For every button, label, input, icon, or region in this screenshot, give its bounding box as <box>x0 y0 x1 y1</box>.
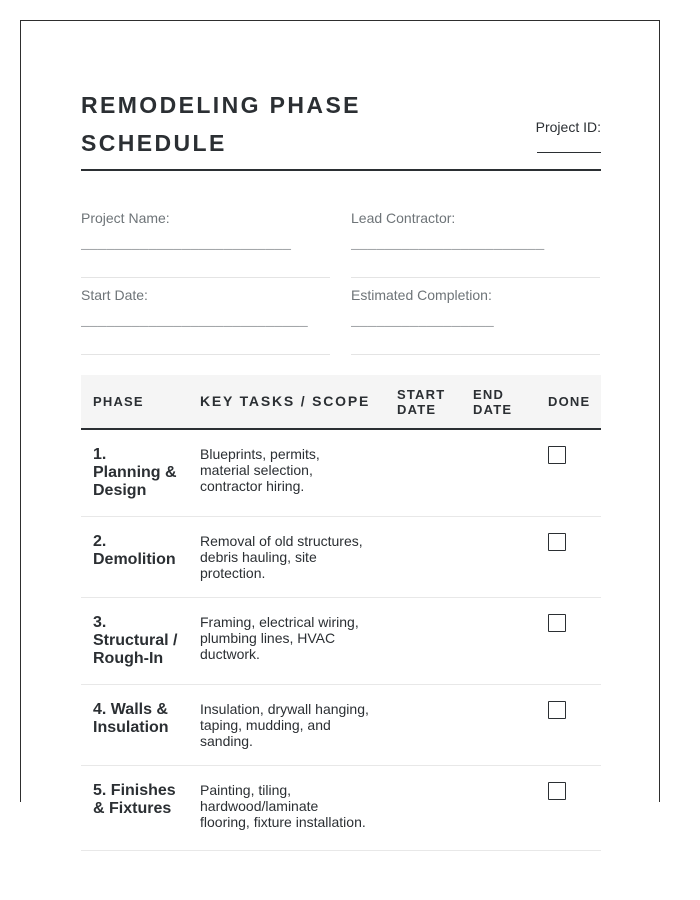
done-checkbox[interactable] <box>548 614 566 632</box>
end-date-cell[interactable] <box>461 429 536 517</box>
project-name-label: Project Name: <box>81 210 170 226</box>
done-checkbox[interactable] <box>548 701 566 719</box>
end-date-column-header: END DATE <box>461 375 536 429</box>
phase-cell: 1. Planning & Design <box>81 429 188 517</box>
start-date-cell[interactable] <box>385 517 461 598</box>
start-date-cell[interactable] <box>385 685 461 766</box>
tasks-cell: Insulation, drywall hanging, taping, mudding, and sanding. <box>188 685 385 766</box>
phase-cell: 2. Demolition <box>81 517 188 598</box>
schedule-sheet <box>20 20 660 830</box>
phase-cell: 4. Walls & Insulation <box>81 685 188 766</box>
end-date-cell[interactable] <box>461 598 536 685</box>
table-row <box>81 766 601 851</box>
done-checkbox[interactable] <box>548 782 566 800</box>
done-cell <box>536 766 601 851</box>
table-header-row <box>81 375 601 429</box>
project-id-field[interactable] <box>537 152 601 153</box>
table-row <box>81 598 601 685</box>
project-name-field[interactable] <box>81 201 330 278</box>
project-id-label: Project ID: <box>535 119 601 135</box>
table-row <box>81 685 601 766</box>
done-cell <box>536 429 601 517</box>
start-date-column-header: START DATE <box>385 375 461 429</box>
tasks-cell: Framing, electrical wiring, plumbing lines, HVAC ductwork. <box>188 598 385 685</box>
lead-contractor-blank: _______________________ <box>351 237 545 253</box>
end-date-cell[interactable] <box>461 517 536 598</box>
tasks-cell: Painting, tiling, hardwood/laminate flooring, fixture installation. <box>188 766 385 851</box>
done-checkbox[interactable] <box>548 533 566 551</box>
tasks-column-header: KEY TASKS / SCOPE <box>188 375 385 429</box>
phase-table <box>81 375 601 851</box>
done-column-header: DONE <box>536 375 601 429</box>
estimated-completion-label: Estimated Completion: <box>351 287 492 303</box>
tasks-cell: Removal of old structures, debris hauling, site protection. <box>188 517 385 598</box>
end-date-cell[interactable] <box>461 685 536 766</box>
done-cell <box>536 517 601 598</box>
done-checkbox[interactable] <box>548 446 566 464</box>
start-date-blank: ___________________________ <box>81 314 308 330</box>
phase-cell: 3. Structural / Rough-In <box>81 598 188 685</box>
page-title: REMODELING PHASE SCHEDULE <box>81 92 361 156</box>
phase-column-header: PHASE <box>81 375 188 429</box>
start-date-field[interactable] <box>81 278 330 355</box>
lead-contractor-field[interactable] <box>351 201 600 278</box>
tasks-cell: Blueprints, permits, material selection, contractor hiring. <box>188 429 385 517</box>
table-row <box>81 429 601 517</box>
done-cell <box>536 598 601 685</box>
start-date-cell[interactable] <box>385 598 461 685</box>
start-date-cell[interactable] <box>385 766 461 851</box>
end-date-cell[interactable] <box>461 766 536 851</box>
project-name-blank: _________________________ <box>81 237 292 253</box>
phase-cell: 5. Finishes & Fixtures <box>81 766 188 851</box>
start-date-cell[interactable] <box>385 429 461 517</box>
done-cell <box>536 685 601 766</box>
start-date-label: Start Date: <box>81 287 148 303</box>
estimated-completion-field[interactable] <box>351 278 600 355</box>
sheet-header <box>81 81 601 171</box>
lead-contractor-label: Lead Contractor: <box>351 210 456 226</box>
estimated-completion-blank: _________________ <box>351 314 494 330</box>
table-row <box>81 517 601 598</box>
